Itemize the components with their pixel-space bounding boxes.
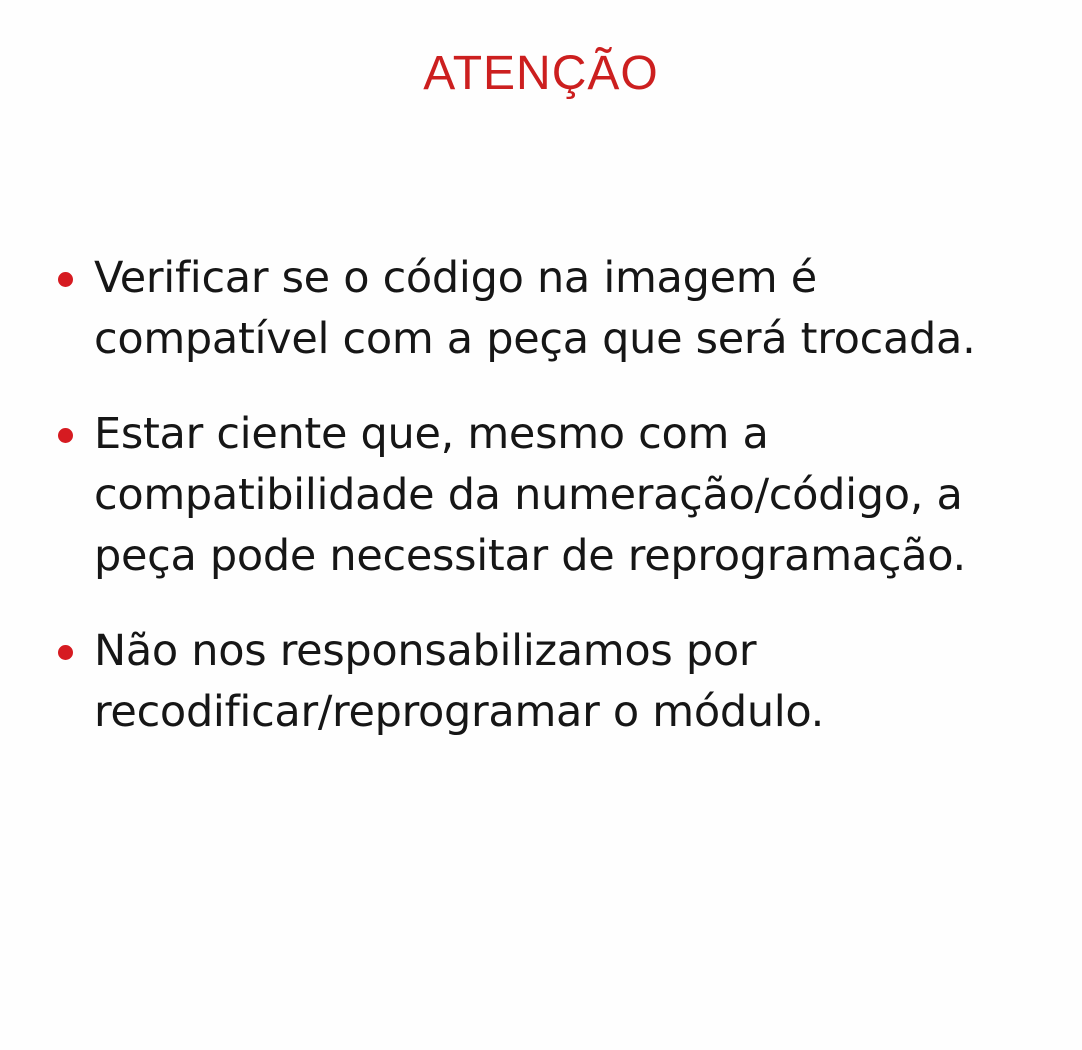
bullet-dot-icon <box>58 272 73 287</box>
notice-bullet-list <box>50 248 1046 743</box>
list-item <box>50 404 1046 587</box>
bullet-dot-icon <box>58 645 73 660</box>
page-title: ATENÇÃO <box>423 47 659 100</box>
bullet-dot-icon <box>58 428 73 443</box>
list-item-text: Não nos responsabilizamos por recodificar/reprogramar o módulo. <box>94 626 825 738</box>
list-item <box>50 621 1046 743</box>
list-item-text: Verificar se o código na imagem é compatível com a peça que será trocada. <box>94 253 976 365</box>
list-item <box>50 248 1046 370</box>
list-item-text: Estar ciente que, mesmo com a compatibilidade da numeração/código, a peça pode necessitar de reprogramação. <box>94 409 966 582</box>
